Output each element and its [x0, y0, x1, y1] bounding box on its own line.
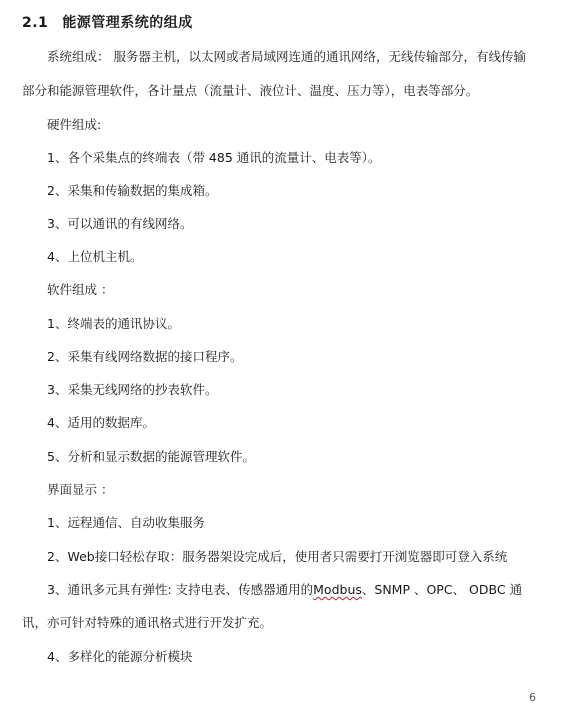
- intro-line-1: 系统组成： 服务器主机，以太网或者局域网连通的通讯网络，无线传输部分，有线传输: [47, 49, 526, 64]
- interface-item-4: 4、多样化的能源分析模块: [47, 649, 193, 664]
- section-heading: [22, 12, 193, 32]
- interface-item-1: 1、远程通信、自动收集服务: [47, 515, 205, 530]
- hardware-heading: 硬件组成:: [47, 117, 102, 132]
- software-heading: 软件组成 ：: [47, 282, 114, 297]
- interface-item-2: 2、Web接口轻松存取：服务器架设完成后，使用者只需要打开浏览器即可登入系统: [47, 549, 508, 564]
- software-item-5: 5、分析和显示数据的能源管理软件。: [47, 449, 255, 464]
- section-number: 2.1: [22, 15, 49, 31]
- software-item-2: 2、采集有线网络数据的接口程序。: [47, 349, 243, 364]
- software-item-3: 3、采集无线网络的抄表软件。: [47, 382, 218, 397]
- interface-heading: 界面显示 ：: [47, 482, 114, 497]
- interface-item-3: [47, 582, 522, 598]
- interface-item-3-continued: 讯，亦可针对特殊的通讯格式进行开发扩充。: [22, 615, 273, 630]
- spellcheck-word-modbus: Modbus: [313, 582, 362, 597]
- hardware-item-2: 2、采集和传输数据的集成箱。: [47, 183, 218, 198]
- hardware-item-1: 1、各个采集点的终端表（带 485 通讯的流量计、电表等）。: [47, 150, 381, 165]
- interface-item-3-suffix: 、SNMP 、OPC、 ODBC 通: [361, 582, 523, 597]
- intro-line-2: 部分和能源管理软件，各计量点（流量计、液位计、温度、压力等），电表等部分。: [22, 83, 479, 98]
- hardware-item-3: 3、可以通讯的有线网络。: [47, 216, 193, 231]
- section-title: 能源管理系统的组成: [62, 15, 193, 31]
- interface-item-3-prefix: 3、通讯多元具有弹性: 支持电表、传感器通用的: [47, 582, 314, 597]
- software-item-4: 4、适用的数据库。: [47, 415, 155, 430]
- page-number: 6: [529, 691, 536, 704]
- hardware-item-4: 4、上位机主机。: [47, 249, 143, 264]
- software-item-1: 1、终端表的通讯协议。: [47, 316, 180, 331]
